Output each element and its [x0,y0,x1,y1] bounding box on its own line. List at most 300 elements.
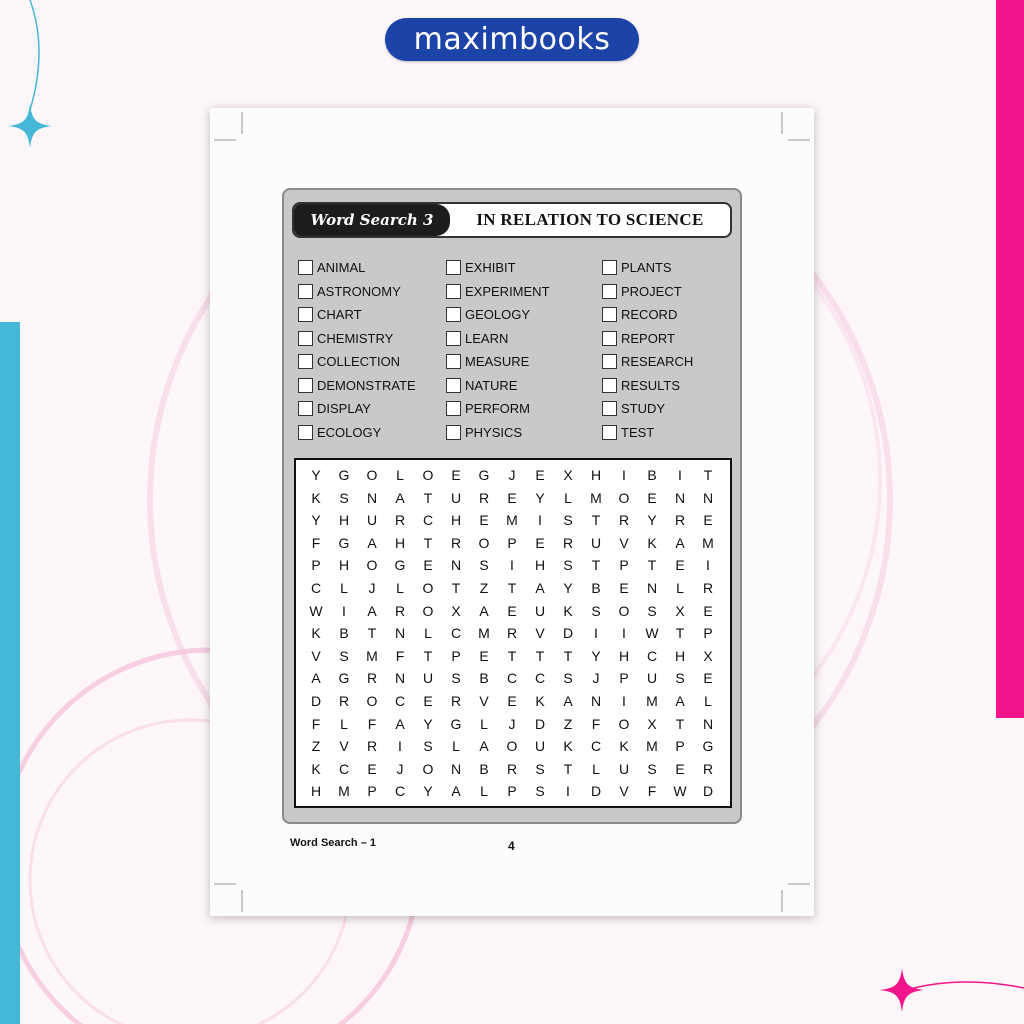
grid-letter[interactable]: N [450,557,462,574]
grid-letter[interactable]: R [674,512,686,529]
word-label: MEASURE [465,354,530,370]
cyan-sparkle-icon [8,104,52,148]
word-checkbox[interactable] [602,331,617,346]
word-checkbox[interactable] [446,331,461,346]
grid-letter[interactable]: L [424,625,432,642]
grid-letter[interactable]: G [394,557,406,574]
grid-letter[interactable]: L [480,783,488,800]
grid-letter[interactable]: E [535,534,545,551]
grid-letter[interactable]: X [703,647,713,664]
word-checkbox[interactable] [602,401,617,416]
grid-letter[interactable]: F [395,647,405,664]
word-checkbox[interactable] [298,354,313,369]
word-item [298,397,416,421]
grid-letter[interactable]: C [534,670,546,687]
word-checkbox[interactable] [602,378,617,393]
grid-letter[interactable]: N [702,715,714,732]
word-column [602,256,693,444]
grid-letter[interactable]: R [562,534,574,551]
word-item [298,280,416,304]
word-item [298,327,416,351]
grid-letter[interactable]: B [647,467,657,483]
grid-letter[interactable]: H [450,512,462,529]
grid-letter[interactable]: F [647,783,657,800]
grid-letter[interactable]: F [311,534,321,551]
grid-letter[interactable]: T [563,647,573,664]
grid-letter[interactable]: E [703,602,713,619]
grid-letter[interactable]: L [704,693,712,709]
grid-letter[interactable]: H [394,534,406,551]
word-item [298,350,416,374]
grid-letter[interactable]: L [340,715,348,732]
grid-letter[interactable]: R [450,534,462,551]
word-checkbox[interactable] [446,260,461,275]
grid-letter[interactable]: M [646,693,658,709]
grid-letter[interactable]: K [619,738,629,755]
grid-letter[interactable]: N [366,489,378,506]
grid-letter[interactable]: W [309,602,323,619]
grid-letter[interactable]: I [538,512,542,529]
grid-letter[interactable]: L [340,580,348,596]
grid-letter[interactable]: E [451,467,461,483]
grid-letter[interactable]: V [619,534,629,551]
footer-series-label: Word Search – 1 [290,837,376,849]
puzzle-badge: Word Search 3 [294,204,450,236]
grid-letter[interactable]: A [367,602,377,619]
grid-letter[interactable]: S [339,647,349,664]
grid-letter[interactable]: Y [591,647,601,664]
grid-letter[interactable]: O [618,602,630,619]
grid-letter[interactable]: E [423,693,433,709]
grid-letter[interactable]: C [646,647,658,664]
letter-grid [294,458,732,808]
grid-letter[interactable]: B [591,580,601,596]
grid-letter[interactable]: I [706,557,710,574]
grid-row [302,622,722,645]
grid-letter[interactable]: Y [563,580,573,596]
grid-letter[interactable]: J [396,760,404,777]
word-checkbox[interactable] [602,307,617,322]
grid-letter[interactable]: T [591,512,601,529]
grid-letter[interactable]: L [480,715,488,732]
grid-letter[interactable]: I [342,602,346,619]
grid-letter[interactable]: E [479,647,489,664]
grid-letter[interactable]: M [338,783,350,800]
grid-letter[interactable]: O [478,534,490,551]
grid-letter[interactable]: Y [311,512,321,529]
grid-letter[interactable]: R [702,580,714,596]
word-checkbox[interactable] [446,354,461,369]
word-checkbox[interactable] [298,401,313,416]
word-label: RESEARCH [621,354,694,370]
grid-letter[interactable]: U [646,670,658,687]
word-label: ECOLOGY [317,424,382,440]
word-item [602,256,693,280]
magenta-side-bar [996,0,1024,718]
grid-letter[interactable]: L [452,738,460,755]
grid-letter[interactable]: T [423,534,433,551]
grid-letter[interactable]: A [395,715,405,732]
word-checkbox[interactable] [446,378,461,393]
grid-letter[interactable]: C [338,760,350,777]
grid-letter[interactable]: O [422,467,434,483]
grid-row [302,554,722,577]
word-item [298,374,416,398]
grid-letter[interactable]: O [366,693,378,709]
grid-letter[interactable]: A [675,534,685,551]
grid-letter[interactable]: P [703,625,713,642]
word-label: STUDY [621,401,666,417]
grid-letter[interactable]: T [675,715,685,732]
grid-letter[interactable]: M [478,625,490,642]
grid-letter[interactable]: P [367,783,377,800]
grid-letter[interactable]: W [645,625,659,642]
grid-letter[interactable]: H [338,512,350,529]
grid-letter[interactable]: R [394,602,406,619]
grid-letter[interactable]: S [451,670,461,687]
grid-letter[interactable]: T [675,625,685,642]
grid-letter[interactable]: H [618,647,630,664]
grid-letter[interactable]: H [674,647,686,664]
grid-letter[interactable]: O [506,738,518,755]
word-item [446,256,550,280]
grid-letter[interactable]: S [563,512,573,529]
grid-letter[interactable]: I [398,738,402,755]
grid-letter[interactable]: R [366,738,378,755]
grid-letter[interactable]: K [563,738,573,755]
word-item [602,303,693,327]
word-item [298,256,416,280]
grid-letter[interactable]: U [366,512,378,529]
grid-letter[interactable]: P [619,670,629,687]
word-item [446,421,550,445]
grid-letter[interactable]: V [339,738,349,755]
word-checkbox[interactable] [602,425,617,440]
grid-letter[interactable]: E [675,760,685,777]
word-checkbox[interactable] [446,284,461,299]
word-label: DEMONSTRATE [317,377,416,393]
grid-letter[interactable]: D [702,783,714,800]
grid-letter[interactable]: V [311,647,321,664]
grid-letter[interactable]: R [366,670,378,687]
word-item [602,327,693,351]
grid-letter[interactable]: M [702,534,714,551]
grid-letter[interactable]: U [590,534,602,551]
grid-letter[interactable]: X [647,715,657,732]
grid-letter[interactable]: A [479,602,489,619]
word-label: PHYSICS [465,424,523,440]
grid-letter[interactable]: I [566,783,570,800]
grid-letter[interactable]: A [479,738,489,755]
grid-letter[interactable]: A [563,693,573,709]
grid-letter[interactable]: D [590,783,602,800]
grid-letter[interactable]: B [339,625,349,642]
word-label: ASTRONOMY [317,283,401,299]
grid-letter[interactable]: L [396,580,404,596]
grid-letter[interactable]: I [622,467,626,483]
grid-letter[interactable]: R [506,760,518,777]
grid-letter[interactable]: E [507,602,517,619]
word-item [602,397,693,421]
grid-letter[interactable]: I [622,693,626,709]
word-checkbox[interactable] [446,425,461,440]
grid-letter[interactable]: A [451,783,461,800]
grid-letter[interactable]: K [535,693,545,709]
grid-letter[interactable]: C [394,783,406,800]
grid-letter[interactable]: A [311,670,321,687]
grid-letter[interactable]: S [563,670,573,687]
grid-letter[interactable]: I [594,625,598,642]
grid-letter[interactable]: S [339,489,349,506]
word-checkbox[interactable] [298,307,313,322]
grid-letter[interactable]: Z [479,580,489,596]
grid-letter[interactable]: L [676,580,684,596]
grid-letter[interactable]: X [563,467,573,483]
grid-letter[interactable]: E [647,489,657,506]
grid-letter[interactable]: C [506,670,518,687]
grid-letter[interactable]: G [450,715,462,732]
grid-letter[interactable]: G [338,534,350,551]
grid-letter[interactable]: N [646,580,658,596]
word-checkbox[interactable] [602,284,617,299]
grid-letter[interactable]: X [451,602,461,619]
grid-letter[interactable]: S [563,557,573,574]
grid-letter[interactable]: J [508,715,516,732]
grid-letter[interactable]: F [311,715,321,732]
grid-letter[interactable]: G [338,670,350,687]
word-label: CHEMISTRY [317,330,394,346]
word-item [602,421,693,445]
word-item [446,350,550,374]
grid-row [302,600,722,623]
grid-letter[interactable]: N [450,760,462,777]
grid-letter[interactable]: M [506,512,518,529]
word-checkbox[interactable] [446,307,461,322]
grid-letter[interactable]: P [675,738,685,755]
grid-letter[interactable]: S [479,557,489,574]
grid-letter[interactable]: G [702,738,714,755]
grid-letter[interactable]: S [423,738,433,755]
grid-letter[interactable]: B [479,760,489,777]
grid-letter[interactable]: V [535,625,545,642]
word-checkbox[interactable] [298,260,313,275]
grid-letter[interactable]: A [395,489,405,506]
grid-row [302,667,722,690]
grid-letter[interactable]: C [394,693,406,709]
grid-letter[interactable]: T [507,580,517,596]
grid-letter[interactable]: J [592,670,600,687]
grid-letter[interactable]: L [396,467,404,483]
word-label: TEST [621,424,655,440]
word-label: EXHIBIT [465,260,516,276]
grid-letter[interactable]: O [422,580,434,596]
grid-letter[interactable]: E [703,512,713,529]
grid-letter[interactable]: T [507,647,517,664]
word-checkbox[interactable] [602,260,617,275]
grid-letter[interactable]: D [534,715,546,732]
grid-letter[interactable]: O [422,602,434,619]
grid-letter[interactable]: S [647,602,657,619]
grid-letter[interactable]: K [647,534,657,551]
grid-letter[interactable]: A [675,693,685,709]
grid-letter[interactable]: T [591,557,601,574]
grid-letter[interactable]: P [311,557,321,574]
grid-letter[interactable]: O [422,760,434,777]
grid-letter[interactable]: R [702,760,714,777]
grid-letter[interactable]: H [534,557,546,574]
grid-letter[interactable]: N [394,625,406,642]
grid-letter[interactable]: M [366,647,378,664]
grid-letter[interactable]: O [366,557,378,574]
grid-letter[interactable]: N [674,489,686,506]
grid-letter[interactable]: Y [311,467,321,483]
grid-letter[interactable]: N [590,693,602,709]
grid-letter[interactable]: P [507,783,517,800]
grid-row [302,735,722,758]
cyan-side-bar [0,322,20,1024]
grid-letter[interactable]: T [535,647,545,664]
grid-letter[interactable]: R [618,512,630,529]
word-checkbox[interactable] [446,401,461,416]
grid-row [302,509,722,532]
grid-letter[interactable]: Z [311,738,321,755]
grid-letter[interactable]: Y [423,783,433,800]
grid-letter[interactable]: Z [563,715,573,732]
grid-letter[interactable]: R [394,512,406,529]
grid-letter[interactable]: L [592,760,600,777]
word-label: PERFORM [465,401,530,417]
grid-letter[interactable]: W [673,783,687,800]
grid-letter[interactable]: E [675,557,685,574]
grid-letter[interactable]: N [702,489,714,506]
grid-letter[interactable]: H [310,783,322,800]
grid-letter[interactable]: M [646,738,658,755]
word-label: REPORT [621,330,675,346]
grid-letter[interactable]: J [508,467,516,483]
grid-letter[interactable]: R [450,693,462,709]
grid-letter[interactable]: S [535,783,545,800]
grid-letter[interactable]: S [591,602,601,619]
grid-letter[interactable]: Y [535,489,545,506]
grid-letter[interactable]: K [311,760,321,777]
grid-letter[interactable]: U [422,670,434,687]
grid-letter[interactable]: X [675,602,685,619]
grid-letter[interactable]: M [590,489,602,506]
grid-letter[interactable]: E [479,512,489,529]
grid-letter[interactable]: O [618,489,630,506]
grid-letter[interactable]: V [619,783,629,800]
grid-letter[interactable]: P [451,647,461,664]
grid-letter[interactable]: H [590,467,602,483]
grid-letter[interactable]: E [423,557,433,574]
grid-letter[interactable]: Y [423,715,433,732]
grid-letter[interactable]: G [478,467,490,483]
word-label: RESULTS [621,377,680,393]
word-checkbox[interactable] [298,331,313,346]
grid-letter[interactable]: T [423,647,433,664]
grid-letter[interactable]: T [451,580,461,596]
grid-letter[interactable]: B [479,670,489,687]
word-checkbox[interactable] [298,425,313,440]
grid-letter[interactable]: N [394,670,406,687]
grid-letter[interactable]: S [535,760,545,777]
grid-letter[interactable]: C [450,625,462,642]
grid-letter[interactable]: U [618,760,630,777]
grid-letter[interactable]: T [367,625,377,642]
grid-letter[interactable]: I [622,625,626,642]
word-checkbox[interactable] [602,354,617,369]
grid-letter[interactable]: E [703,670,713,687]
word-item [298,303,416,327]
magenta-sparkle-icon [880,968,924,1012]
grid-letter[interactable]: T [563,760,573,777]
grid-letter[interactable]: I [678,467,682,483]
grid-letter[interactable]: U [534,602,546,619]
grid-letter[interactable]: E [507,489,517,506]
grid-letter[interactable]: I [510,557,514,574]
grid-letter[interactable]: H [338,557,350,574]
grid-letter[interactable]: L [564,489,572,506]
grid-letter[interactable]: K [311,489,321,506]
word-item [446,303,550,327]
grid-letter[interactable]: R [478,489,490,506]
word-item [602,374,693,398]
grid-letter[interactable]: E [367,760,377,777]
grid-letter[interactable]: D [562,625,574,642]
grid-row [302,532,722,555]
grid-letter[interactable]: C [310,580,322,596]
grid-letter[interactable]: T [703,467,713,483]
grid-row [302,713,722,736]
word-checkbox[interactable] [298,378,313,393]
grid-letter[interactable]: C [590,738,602,755]
grid-letter[interactable]: T [647,557,657,574]
word-label: PROJECT [621,283,682,299]
grid-row [302,758,722,781]
grid-letter[interactable]: K [311,625,321,642]
grid-letter[interactable]: F [367,715,377,732]
grid-letter[interactable]: C [422,512,434,529]
grid-letter[interactable]: A [535,580,545,596]
grid-letter[interactable]: G [338,467,350,483]
grid-letter[interactable]: S [675,670,685,687]
grid-letter[interactable]: K [563,602,573,619]
grid-letter[interactable]: R [506,625,518,642]
book-page [210,108,814,916]
grid-letter[interactable]: A [367,534,377,551]
grid-letter[interactable]: O [618,715,630,732]
grid-letter[interactable]: Y [647,512,657,529]
grid-row [302,645,722,668]
grid-letter[interactable]: P [619,557,629,574]
grid-letter[interactable]: P [507,534,517,551]
grid-letter[interactable]: J [368,580,376,596]
word-checkbox[interactable] [298,284,313,299]
grid-letter[interactable]: E [535,467,545,483]
grid-letter[interactable]: U [450,489,462,506]
grid-letter[interactable]: R [338,693,350,709]
grid-letter[interactable]: E [507,693,517,709]
grid-letter[interactable]: D [310,693,322,709]
grid-letter[interactable]: U [534,738,546,755]
grid-letter[interactable]: S [647,760,657,777]
grid-letter[interactable]: T [423,489,433,506]
grid-letter[interactable]: F [591,715,601,732]
grid-letter[interactable]: O [366,467,378,483]
grid-letter[interactable]: E [619,580,629,596]
page-number: 4 [508,839,515,853]
grid-letter[interactable]: V [479,693,489,709]
